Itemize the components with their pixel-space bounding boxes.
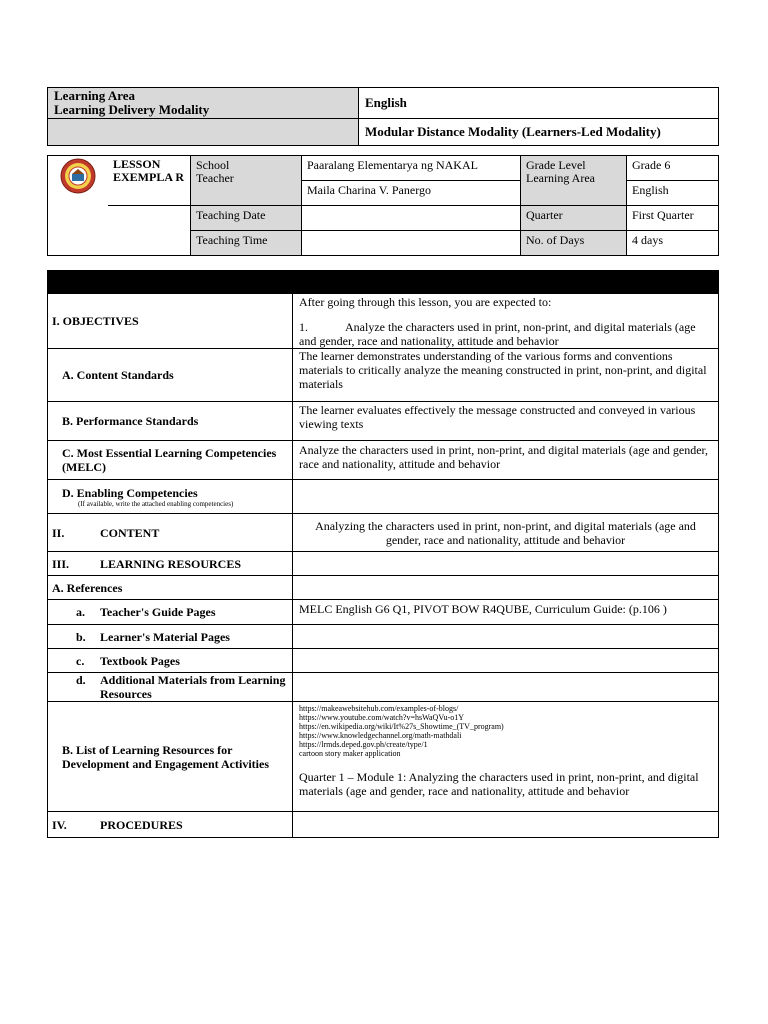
objectives-intro: After going through this lesson, you are expected to: xyxy=(299,295,552,309)
header-labels xyxy=(48,88,359,119)
teaching-date-label: Teaching Date xyxy=(191,206,302,231)
objective-num: 1. xyxy=(299,320,308,334)
melc-text: Analyze the characters used in print, non-print, and digital materials (age and gender, race and nationality, attitude and behavior xyxy=(293,441,719,480)
learning-resources-label: LEARNING RESOURCES xyxy=(100,556,242,571)
learners-material-row xyxy=(48,625,719,649)
procedures-num: IV. xyxy=(52,817,67,832)
teachers-guide-cell xyxy=(48,600,293,625)
procedures-cell xyxy=(48,812,293,838)
teacher-label: Teacher xyxy=(196,171,234,185)
resource-link[interactable]: https://makeawebsitehub.com/examples-of-blogs/ xyxy=(299,704,459,713)
quarter-label: Quarter xyxy=(521,206,627,231)
content-num: II. xyxy=(52,525,65,540)
content-standards-row xyxy=(48,349,719,402)
textbook-num: c. xyxy=(76,653,85,668)
performance-standards-text: The learner evaluates effectively the message constructed and conveyed in various viewing texts xyxy=(293,402,719,441)
grade-level-label: Grade Level xyxy=(526,158,586,172)
info-table xyxy=(47,155,719,256)
enabling-value xyxy=(293,480,719,514)
procedures-row xyxy=(48,812,719,838)
objective-item-text: Analyze the characters used in print, non-print, and digital materials (age and gender, race and nationality, attitude and behavior xyxy=(299,320,696,348)
objectives-label: I. OBJECTIVES xyxy=(48,294,293,349)
lesson-exemplar-title: LESSON EXEMPLA R xyxy=(108,156,191,206)
teachers-guide-label: Teacher's Guide Pages xyxy=(100,605,216,619)
textbook-row xyxy=(48,649,719,673)
teaching-date-value xyxy=(302,206,521,231)
textbook-label: Textbook Pages xyxy=(100,653,180,668)
enabling-row xyxy=(48,480,719,514)
performance-standards-label: B. Performance Standards xyxy=(48,402,293,441)
header-table xyxy=(47,87,719,146)
performance-standards-row xyxy=(48,402,719,441)
list-resources-cell xyxy=(293,702,719,812)
additional-row xyxy=(48,673,719,702)
black-header-bar xyxy=(48,271,719,294)
references-label: A. References xyxy=(48,576,293,600)
learners-material-num: b. xyxy=(76,629,86,644)
resource-link[interactable]: https://www.knowledgechannel.org/math-mathdali xyxy=(299,731,462,740)
objectives-text xyxy=(293,294,719,349)
enabling-note: (If available, write the attached enabling competencies) xyxy=(78,499,234,508)
learning-area-label-2: Learning Area xyxy=(526,171,595,185)
list-resources-row xyxy=(48,702,719,812)
learners-material-cell xyxy=(48,625,293,649)
learning-area-label: Learning Area xyxy=(54,88,136,103)
objectives-row xyxy=(48,294,719,349)
additional-label: Additional Materials from Learning Resources xyxy=(100,673,286,701)
module-text: Quarter 1 – Module 1: Analyzing the characters used in print, non-print, and digital materials (age and gender, race and nationality, attitude and behavior xyxy=(299,770,699,798)
content-row xyxy=(48,514,719,552)
melc-label: C. Most Essential Learning Competencies (MELC) xyxy=(48,441,293,480)
grade-area-labels xyxy=(521,156,627,206)
modality-label: Learning Delivery Modality xyxy=(54,102,210,117)
teaching-time-label: Teaching Time xyxy=(191,231,302,256)
learning-resources-num: III. xyxy=(52,556,70,571)
logo-cell xyxy=(48,156,109,256)
textbook-cell xyxy=(48,649,293,673)
content-label: CONTENT xyxy=(100,525,160,540)
list-resources-label: B. List of Learning Resources for Development and Engagement Activities xyxy=(48,702,293,812)
resource-link[interactable]: https://www.youtube.com/watch?v=hsWaQVu-o1Y xyxy=(299,713,465,722)
content-standards-label: A. Content Standards xyxy=(48,349,293,402)
content-cell xyxy=(48,514,293,552)
references-row xyxy=(48,576,719,600)
learning-resources-cell xyxy=(48,552,293,576)
learning-resources-row xyxy=(48,552,719,576)
teachers-guide-num: a. xyxy=(76,605,85,619)
quarter-value: First Quarter xyxy=(627,206,719,231)
header-label-spacer xyxy=(48,119,359,146)
additional-num: d. xyxy=(76,673,86,687)
melc-row xyxy=(48,441,719,480)
days-value: 4 days xyxy=(627,231,719,256)
additional-cell xyxy=(48,673,293,702)
enabling-cell xyxy=(48,480,293,514)
content-standards-text: The learner demonstrates understanding of the various forms and conventions materials to critically analyze the meaning constructed in print, non-print, and digital materials xyxy=(293,349,719,402)
school-seal-icon xyxy=(48,156,108,252)
enabling-label: D. Enabling Competencies xyxy=(62,485,198,500)
area-value: English xyxy=(627,181,719,206)
teachers-guide-row xyxy=(48,600,719,625)
learners-material-label: Learner's Material Pages xyxy=(100,629,230,644)
school-teacher-labels xyxy=(191,156,302,206)
resource-link[interactable]: https://lrmds.deped.gov.ph/create/type/1 xyxy=(299,740,428,749)
resource-links xyxy=(299,704,712,758)
days-label: No. of Days xyxy=(521,231,627,256)
resource-note: cartoon story maker application xyxy=(299,749,401,758)
content-text: Analyzing the characters used in print, non-print, and digital materials (age and gender, race and nationality, attitude and behavior xyxy=(293,514,719,552)
learning-area-value: English xyxy=(359,88,719,119)
modality-value: Modular Distance Modality (Learners-Led Modality) xyxy=(359,119,719,146)
school-label: School xyxy=(196,158,230,172)
lesson-spacer-2 xyxy=(108,231,191,256)
teacher-value: Maila Charina V. Panergo xyxy=(302,181,521,206)
lesson-plan-table xyxy=(47,270,719,838)
teaching-time-value xyxy=(302,231,521,256)
procedures-label: PROCEDURES xyxy=(100,817,183,832)
teachers-guide-text: MELC English G6 Q1, PIVOT BOW R4QUBE, Curriculum Guide: (p.106 ) xyxy=(293,600,719,625)
school-value: Paaralang Elementarya ng NAKAL xyxy=(302,156,521,181)
objective-item xyxy=(299,320,712,348)
resource-link[interactable]: https://en.wikipedia.org/wiki/It%27s_Showtime_(TV_program) xyxy=(299,722,504,731)
grade-value: Grade 6 xyxy=(627,156,719,181)
lesson-spacer xyxy=(108,206,191,231)
